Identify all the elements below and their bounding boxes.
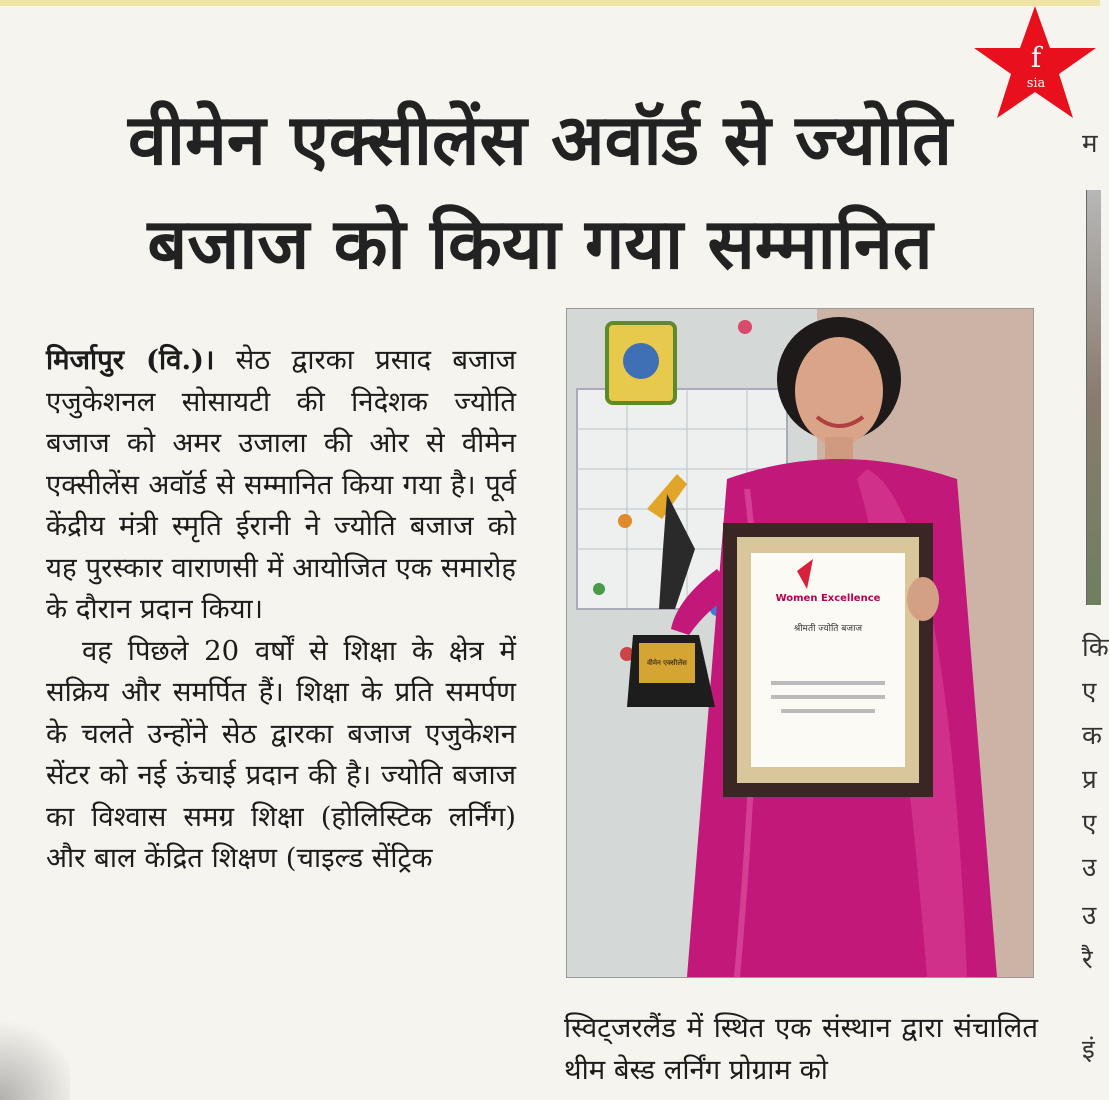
dateline: मिर्जापुर (वि.)। [46,344,215,376]
edge-glyph: इं [1082,1035,1095,1065]
award-photo [566,308,1034,978]
edge-glyph: ए [1082,809,1097,839]
edge-glyph: उ [1082,853,1097,883]
edge-glyph: प्र [1082,765,1097,795]
page-curl-shadow [0,1010,70,1100]
article-continuation: स्विट्जरलैंड में स्थित एक संस्थान द्वारा संचालित थीम बेस्ड लर्निंग प्रोग्राम को [564,1012,1038,1086]
edge-glyph: क [1082,721,1102,751]
adjacent-column-edge [1076,0,1109,1100]
paragraph-1-text: सेठ द्वारका प्रसाद बजाज एजुकेशनल सोसायटी की निदेशक ज्योति बजाज को अमर उजाला की ओर से वीमेन एक्सीलेंस अवॉर्ड से सम्मानित किया गया है। पूर्व केंद्रीय मंत्री स्मृति ईरानी ने ज्योति बजाज को यह पुरस्कार वाराणसी में आयोजित एक समारोह के दौरान प्रदान किया। [46,344,516,625]
edge-glyph: कि [1082,633,1109,663]
edge-glyph: म [1082,129,1098,159]
certificate-recipient-name: श्रीमती ज्योति बजाज [793,624,863,634]
headline-line-2: बजाज को किया गया सम्मानित [147,203,933,285]
article-paragraph-1 [46,340,516,631]
headline-line-1: वीमेन एक्सीलेंस अवॉर्ड से ज्योति [127,99,952,181]
trophy-label: वीमेन एक्सीलेंस [647,659,687,667]
article-body-column [46,340,516,880]
article-headline [40,88,1040,296]
logo-letter: f [1030,41,1042,74]
article-paragraph-2: वह पिछले 20 वर्षों से शिक्षा के क्षेत्र में सक्रिय और समर्पित हैं। शिक्षा के प्रति समर्पण के चलते उन्होंने सेठ द्वारका बजाज एजुकेशन सेंटर को नई ऊंचाई प्रदान की है। ज्योति बजाज का विश्वास समग्र शिक्षा (होलिस्टिक लर्निंग) और बाल केंद्रित शिक्षण (चाइल्ड सेंट्रिक [46,634,516,874]
edge-glyph: ए [1082,677,1097,707]
top-color-strip [0,0,1100,6]
award-photo-illustration [567,309,1033,977]
edge-glyph: उ [1082,901,1097,931]
certificate-title: Women Excellence [775,593,881,604]
logo-sub: sia [1026,76,1046,91]
edge-glyph: रै [1082,945,1093,975]
